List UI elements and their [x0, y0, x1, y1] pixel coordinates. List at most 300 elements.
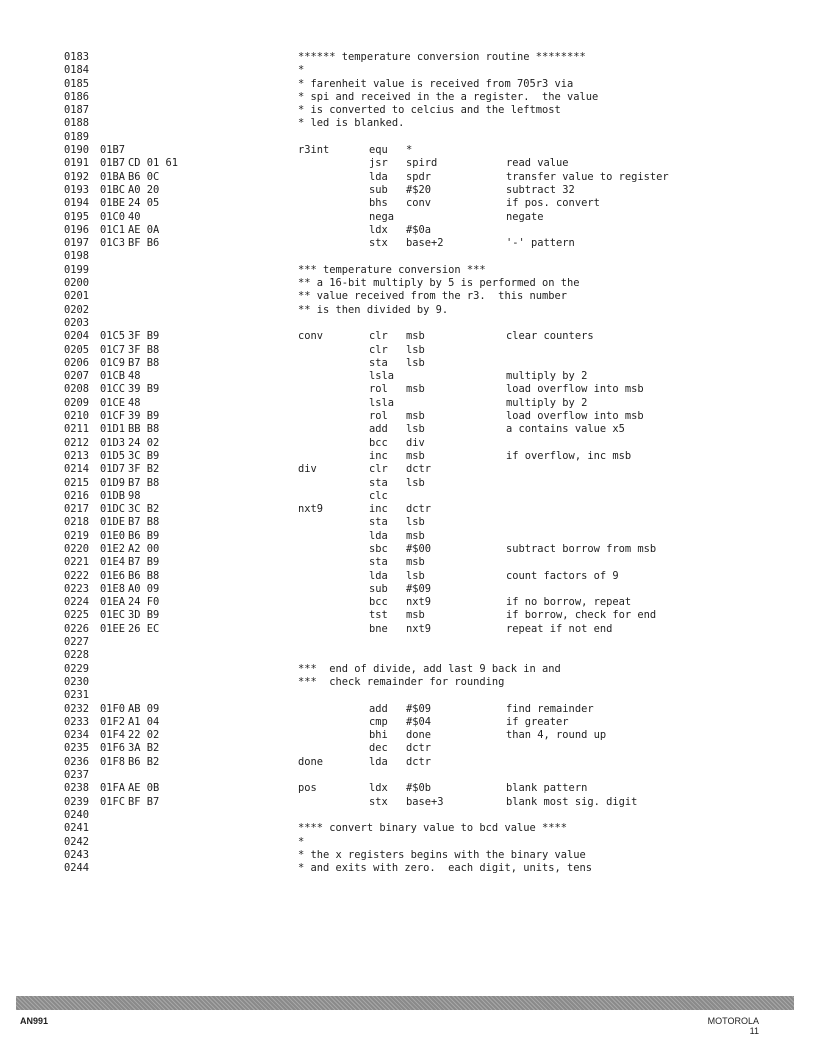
footer-brand — [708, 1016, 759, 1036]
comment: find remainder — [506, 702, 594, 715]
listing-line — [64, 357, 764, 370]
listing-line — [64, 583, 764, 596]
address: 01BC — [100, 183, 126, 196]
line-number: 0195 — [64, 210, 90, 223]
address: 01BE — [100, 197, 126, 210]
line-number: 0243 — [64, 848, 90, 861]
line-number: 0202 — [64, 303, 90, 316]
listing-line — [64, 836, 764, 849]
listing-line — [64, 649, 764, 662]
comment: transfer value to register — [506, 170, 669, 183]
address: 01FC — [100, 795, 126, 808]
comment-line: * and exits with zero. each digit, units, tens — [298, 862, 593, 875]
listing-line — [64, 636, 764, 649]
object-code: B7 B8 — [128, 516, 160, 529]
line-number: 0217 — [64, 503, 90, 516]
comment-line: ** a 16-bit multiply by 5 is performed on the — [298, 277, 580, 290]
object-code: A1 04 — [128, 715, 160, 728]
opcode: sta — [369, 556, 388, 569]
listing-line — [64, 543, 764, 556]
listing-line — [64, 370, 764, 383]
comment-line: *** check remainder for rounding — [298, 675, 505, 688]
object-code: B7 B8 — [128, 356, 160, 369]
listing-line — [64, 663, 764, 676]
object-code: 3F B8 — [128, 343, 160, 356]
comment: subtract borrow from msb — [506, 542, 657, 555]
address: 01C7 — [100, 343, 126, 356]
address: 01EE — [100, 622, 126, 635]
label: pos — [298, 782, 317, 795]
opcode: lsla — [369, 370, 395, 383]
listing-line — [64, 197, 764, 210]
line-number: 0198 — [64, 250, 90, 263]
listing-line — [64, 78, 764, 91]
comment: '-' pattern — [506, 237, 575, 250]
listing-line — [64, 91, 764, 104]
opcode: ldx — [369, 782, 388, 795]
operand: nxt9 — [406, 622, 432, 635]
object-code: AE 0A — [128, 223, 160, 236]
line-number: 0225 — [64, 609, 90, 622]
listing-line — [64, 703, 764, 716]
label: div — [298, 463, 317, 476]
comment-line: **** convert binary value to bcd value **** — [298, 822, 567, 835]
object-code: 48 — [128, 396, 141, 409]
operand: done — [406, 729, 432, 742]
comment: load overflow into msb — [506, 410, 644, 423]
listing-line — [64, 609, 764, 622]
opcode: clc — [369, 489, 388, 502]
address: 01D9 — [100, 476, 126, 489]
address: 01EA — [100, 596, 126, 609]
operand: #$09 — [406, 582, 432, 595]
line-number: 0232 — [64, 702, 90, 715]
object-code: 22 02 — [128, 729, 160, 742]
comment-line: * the x registers begins with the binary value — [298, 848, 586, 861]
line-number: 0216 — [64, 489, 90, 502]
line-number: 0208 — [64, 383, 90, 396]
comment-line: ** value received from the r3. this number — [298, 290, 567, 303]
comment: negate — [506, 210, 544, 223]
line-number: 0185 — [64, 77, 90, 90]
listing-line — [64, 330, 764, 343]
listing-line — [64, 477, 764, 490]
line-number: 0229 — [64, 662, 90, 675]
opcode: bne — [369, 622, 388, 635]
opcode: bhs — [369, 197, 388, 210]
object-code: 3C B9 — [128, 449, 160, 462]
address: 01C1 — [100, 223, 126, 236]
comment-line: * farenheit value is received from 705r3 via — [298, 77, 574, 90]
listing-line — [64, 250, 764, 263]
line-number: 0221 — [64, 556, 90, 569]
comment-line: * spi and received in the a register. the value — [298, 90, 599, 103]
operand: msb — [406, 609, 425, 622]
opcode: ldx — [369, 223, 388, 236]
opcode: lda — [369, 170, 388, 183]
address: 01BA — [100, 170, 126, 183]
opcode: jsr — [369, 157, 388, 170]
address: 01F0 — [100, 702, 126, 715]
listing-line — [64, 530, 764, 543]
address: 01D1 — [100, 423, 126, 436]
object-code: B6 B2 — [128, 755, 160, 768]
listing-line — [64, 556, 764, 569]
listing-line — [64, 623, 764, 636]
object-code: 26 EC — [128, 622, 160, 635]
listing-line — [64, 796, 764, 809]
opcode: inc — [369, 449, 388, 462]
address: 01F4 — [100, 729, 126, 742]
object-code: B7 B8 — [128, 476, 160, 489]
opcode: equ — [369, 144, 388, 157]
address: 01C5 — [100, 330, 126, 343]
object-code: A0 09 — [128, 582, 160, 595]
address: 01FA — [100, 782, 126, 795]
object-code: 39 B9 — [128, 410, 160, 423]
address: 01F2 — [100, 715, 126, 728]
address: 01C3 — [100, 237, 126, 250]
line-number: 0189 — [64, 130, 90, 143]
object-code: AE 0B — [128, 782, 160, 795]
opcode: bhi — [369, 729, 388, 742]
listing-line — [64, 51, 764, 64]
address: 01E2 — [100, 542, 126, 555]
line-number: 0215 — [64, 476, 90, 489]
operand: * — [406, 144, 413, 157]
operand: #$0b — [406, 782, 432, 795]
comment-line: * — [298, 64, 305, 77]
object-code: 98 — [128, 489, 141, 502]
object-code: 24 F0 — [128, 596, 160, 609]
comment: load overflow into msb — [506, 383, 644, 396]
opcode: clr — [369, 343, 388, 356]
object-code: A2 00 — [128, 542, 160, 555]
address: 01C0 — [100, 210, 126, 223]
listing-line — [64, 490, 764, 503]
line-number: 0192 — [64, 170, 90, 183]
operand: #$09 — [406, 702, 432, 715]
operand: div — [406, 436, 425, 449]
label: done — [298, 755, 324, 768]
line-number: 0200 — [64, 277, 90, 290]
address: 01CB — [100, 370, 126, 383]
address: 01DE — [100, 516, 126, 529]
object-code: A0 20 — [128, 183, 160, 196]
operand: #$20 — [406, 183, 432, 196]
opcode: stx — [369, 237, 388, 250]
object-code: 3A B2 — [128, 742, 160, 755]
object-code: B7 B9 — [128, 556, 160, 569]
listing-line — [64, 277, 764, 290]
listing-line — [64, 144, 764, 157]
address: 01DC — [100, 503, 126, 516]
line-number: 0220 — [64, 542, 90, 555]
operand: dctr — [406, 742, 432, 755]
listing-line — [64, 756, 764, 769]
comment: multiply by 2 — [506, 396, 588, 409]
comment: if borrow, check for end — [506, 609, 657, 622]
comment-line: * — [298, 835, 305, 848]
listing-line — [64, 822, 764, 835]
operand: lsb — [406, 569, 425, 582]
line-number: 0210 — [64, 410, 90, 423]
listing-line — [64, 782, 764, 795]
operand: msb — [406, 529, 425, 542]
listing-line — [64, 410, 764, 423]
listing-line — [64, 769, 764, 782]
listing-line — [64, 317, 764, 330]
operand: lsb — [406, 356, 425, 369]
listing-line — [64, 264, 764, 277]
line-number: 0240 — [64, 808, 90, 821]
operand: lsb — [406, 343, 425, 356]
listing-line — [64, 437, 764, 450]
line-number: 0237 — [64, 769, 90, 782]
line-number: 0212 — [64, 436, 90, 449]
operand: spird — [406, 157, 438, 170]
address: 01B7 — [100, 144, 126, 157]
line-number: 0234 — [64, 729, 90, 742]
listing-line — [64, 423, 764, 436]
object-code: BB B8 — [128, 423, 160, 436]
opcode: sta — [369, 356, 388, 369]
comment: multiply by 2 — [506, 370, 588, 383]
line-number: 0214 — [64, 463, 90, 476]
listing-line — [64, 716, 764, 729]
line-number: 0230 — [64, 675, 90, 688]
object-code: 48 — [128, 370, 141, 383]
object-code: 40 — [128, 210, 141, 223]
listing-line — [64, 729, 764, 742]
line-number: 0199 — [64, 263, 90, 276]
operand: base+3 — [406, 795, 444, 808]
opcode: cmp — [369, 715, 388, 728]
operand: dctr — [406, 755, 432, 768]
listing-line — [64, 344, 764, 357]
opcode: sta — [369, 476, 388, 489]
listing-line — [64, 104, 764, 117]
object-code: 3F B9 — [128, 330, 160, 343]
line-number: 0231 — [64, 689, 90, 702]
operand: msb — [406, 449, 425, 462]
line-number: 0184 — [64, 64, 90, 77]
line-number: 0239 — [64, 795, 90, 808]
opcode: lda — [369, 755, 388, 768]
comment: clear counters — [506, 330, 594, 343]
line-number: 0186 — [64, 90, 90, 103]
opcode: rol — [369, 383, 388, 396]
listing-line — [64, 171, 764, 184]
operand: spdr — [406, 170, 432, 183]
listing-line — [64, 290, 764, 303]
address: 01C9 — [100, 356, 126, 369]
listing-line — [64, 184, 764, 197]
object-code: B6 B8 — [128, 569, 160, 582]
line-number: 0183 — [64, 51, 90, 63]
comment: if pos. convert — [506, 197, 600, 210]
line-number: 0241 — [64, 822, 90, 835]
comment: repeat if not end — [506, 622, 613, 635]
address: 01E6 — [100, 569, 126, 582]
object-code: BF B6 — [128, 237, 160, 250]
line-number: 0222 — [64, 569, 90, 582]
listing-line — [64, 596, 764, 609]
comment: if greater — [506, 715, 569, 728]
address: 01B7 — [100, 157, 126, 170]
line-number: 0242 — [64, 835, 90, 848]
opcode: tst — [369, 609, 388, 622]
listing-line — [64, 570, 764, 583]
line-number: 0204 — [64, 330, 90, 343]
comment-line: * led is blanked. — [298, 117, 405, 130]
operand: msb — [406, 330, 425, 343]
operand: msb — [406, 410, 425, 423]
label: nxt9 — [298, 503, 324, 516]
line-number: 0187 — [64, 104, 90, 117]
line-number: 0228 — [64, 649, 90, 662]
opcode: sub — [369, 183, 388, 196]
object-code: BF B7 — [128, 795, 160, 808]
line-number: 0196 — [64, 223, 90, 236]
address: 01DB — [100, 489, 126, 502]
opcode: sub — [369, 582, 388, 595]
comment: if no borrow, repeat — [506, 596, 632, 609]
operand: dctr — [406, 503, 432, 516]
comment: subtract 32 — [506, 183, 575, 196]
comment-line: ****** temperature conversion routine ******** — [298, 51, 586, 63]
listing-line — [64, 809, 764, 822]
listing-line — [64, 237, 764, 250]
listing-line — [64, 503, 764, 516]
listing-line — [64, 64, 764, 77]
listing-line — [64, 463, 764, 476]
object-code: 24 05 — [128, 197, 160, 210]
object-code: B6 B9 — [128, 529, 160, 542]
operand: msb — [406, 383, 425, 396]
line-number: 0219 — [64, 529, 90, 542]
listing-line — [64, 397, 764, 410]
opcode: lda — [369, 529, 388, 542]
footer-band — [16, 996, 794, 1010]
listing-line — [64, 516, 764, 529]
line-number: 0197 — [64, 237, 90, 250]
opcode: clr — [369, 463, 388, 476]
address: 01E4 — [100, 556, 126, 569]
listing-line — [64, 676, 764, 689]
document-number: AN991 — [20, 1016, 49, 1026]
comment: than 4, round up — [506, 729, 607, 742]
listing-line — [64, 117, 764, 130]
operand: lsb — [406, 423, 425, 436]
comment: blank most sig. digit — [506, 795, 638, 808]
comment-line: ** is then divided by 9. — [298, 303, 449, 316]
line-number: 0224 — [64, 596, 90, 609]
address: 01E8 — [100, 582, 126, 595]
listing-line — [64, 131, 764, 144]
line-number: 0223 — [64, 582, 90, 595]
object-code: 3F B2 — [128, 463, 160, 476]
line-number: 0203 — [64, 316, 90, 329]
line-number: 0211 — [64, 423, 90, 436]
operand: nxt9 — [406, 596, 432, 609]
object-code: 3C B2 — [128, 503, 160, 516]
line-number: 0227 — [64, 636, 90, 649]
object-code: B6 0C — [128, 170, 160, 183]
opcode: add — [369, 702, 388, 715]
opcode: add — [369, 423, 388, 436]
opcode: lsla — [369, 396, 395, 409]
listing-line — [64, 224, 764, 237]
comment: blank pattern — [506, 782, 588, 795]
operand: conv — [406, 197, 432, 210]
opcode: sbc — [369, 542, 388, 555]
line-number: 0218 — [64, 516, 90, 529]
address: 01CE — [100, 396, 126, 409]
line-number: 0233 — [64, 715, 90, 728]
address: 01D7 — [100, 463, 126, 476]
opcode: dec — [369, 742, 388, 755]
opcode: sta — [369, 516, 388, 529]
listing-line — [64, 862, 764, 875]
line-number: 0209 — [64, 396, 90, 409]
listing-line — [64, 304, 764, 317]
line-number: 0244 — [64, 862, 90, 875]
object-code: CD 01 61 — [128, 157, 179, 170]
line-number: 0235 — [64, 742, 90, 755]
address: 01EC — [100, 609, 126, 622]
opcode: bcc — [369, 596, 388, 609]
address: 01CC — [100, 383, 126, 396]
line-number: 0193 — [64, 183, 90, 196]
operand: msb — [406, 556, 425, 569]
line-number: 0213 — [64, 449, 90, 462]
listing-line — [64, 742, 764, 755]
line-number: 0194 — [64, 197, 90, 210]
line-number: 0205 — [64, 343, 90, 356]
comment: a contains value x5 — [506, 423, 625, 436]
listing-line — [64, 383, 764, 396]
address: 01E0 — [100, 529, 126, 542]
line-number: 0188 — [64, 117, 90, 130]
listing-line — [64, 689, 764, 702]
page-number: 11 — [749, 1026, 759, 1036]
object-code: 39 B9 — [128, 383, 160, 396]
comment-line: *** temperature conversion *** — [298, 263, 486, 276]
brand-name: MOTOROLA — [707, 1016, 759, 1026]
opcode: inc — [369, 503, 388, 516]
opcode: rol — [369, 410, 388, 423]
comment: read value — [506, 157, 569, 170]
operand: lsb — [406, 476, 425, 489]
listing-line — [64, 450, 764, 463]
object-code: 3D B9 — [128, 609, 160, 622]
line-number: 0206 — [64, 356, 90, 369]
assembly-listing — [64, 51, 764, 875]
comment-line: * is converted to celcius and the leftmost — [298, 104, 561, 117]
listing-line — [64, 211, 764, 224]
opcode: clr — [369, 330, 388, 343]
comment: count factors of 9 — [506, 569, 619, 582]
operand: dctr — [406, 463, 432, 476]
operand: #$04 — [406, 715, 432, 728]
line-number: 0238 — [64, 782, 90, 795]
line-number: 0201 — [64, 290, 90, 303]
address: 01F6 — [100, 742, 126, 755]
opcode: stx — [369, 795, 388, 808]
opcode: nega — [369, 210, 395, 223]
address: 01D5 — [100, 449, 126, 462]
